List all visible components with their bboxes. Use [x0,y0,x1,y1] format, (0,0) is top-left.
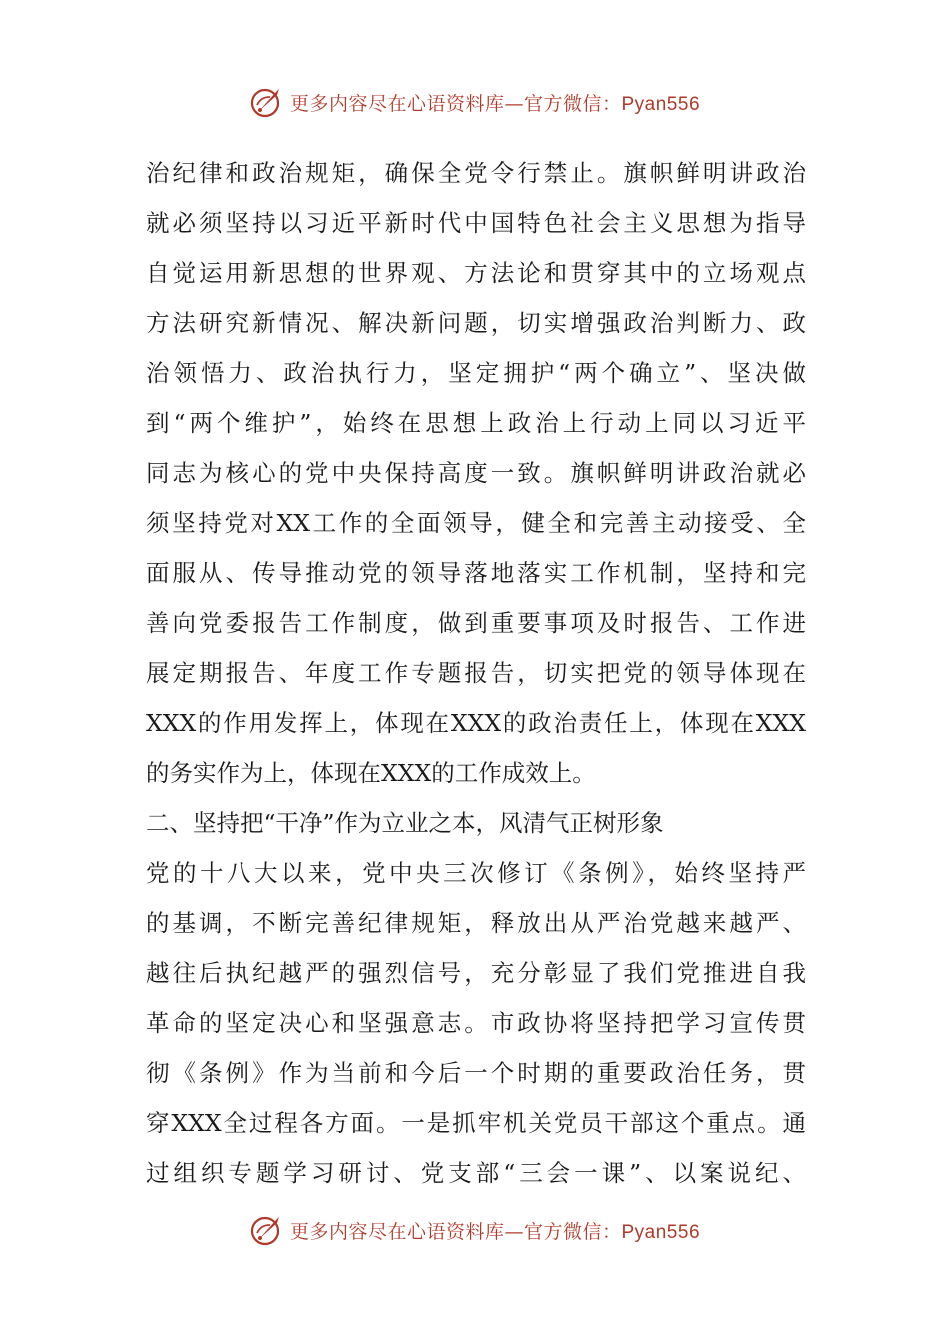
section-line: 的基调，不断完善纪律规矩，释放出从严治党越来越严、 [146,909,806,937]
footer-watermark [0,1210,950,1250]
document-body [146,148,806,1198]
header-watermark [0,82,950,122]
body-line: 的务实作为上，体现在XXX的工作成效上。 [146,759,596,787]
watermark-handle: Pyan556 [621,1221,701,1243]
body-line: 须坚持党对XX工作的全面领导，健全和完善主动接受、全 [146,509,806,537]
body-line: 自觉运用新思想的世界观、方法论和贯穿其中的立场观点 [146,259,806,287]
section-line: 党的十八大以来，党中央三次修订《条例》，始终坚持严 [146,859,806,887]
body-line: 治领悟力、政治执行力，坚定拥护“两个确立”、坚决做 [146,359,806,387]
quill-seal-logo-icon [250,85,284,119]
section-line: 穿XXX全过程各方面。一是抓牢机关党员干部这个重点。通 [146,1109,806,1137]
watermark-handle: Pyan556 [621,93,701,115]
body-line: 就必须坚持以习近平新时代中国特色社会主义思想为指导 [146,209,806,237]
body-line: 方法研究新情况、解决新问题，切实增强政治判断力、政 [146,309,806,337]
body-line: 善向党委报告工作制度，做到重要事项及时报告、工作进 [146,609,806,637]
section-line: 革命的坚定决心和坚强意志。市政协将坚持把学习宣传贯 [146,1009,806,1037]
section-heading: 二、坚持把“干净”作为立业之本，风清气正树形象 [146,809,664,837]
section-line: 彻《条例》作为当前和今后一个时期的重要政治任务，贯 [146,1059,806,1087]
body-line: 展定期报告、年度工作专题报告，切实把党的领导体现在 [146,659,806,687]
body-line: 面服从、传导推动党的领导落地落实工作机制，坚持和完 [146,559,806,587]
section-line: 过组织专题学习研讨、党支部“三会一课”、以案说纪、 [146,1159,806,1187]
section-line: 越往后执纪越严的强烈信号，充分彰显了我们党推进自我 [146,959,806,987]
body-line: XXX的作用发挥上，体现在XXX的政治责任上，体现在XXX [146,709,806,737]
body-line: 到“两个维护”，始终在思想上政治上行动上同以习近平 [146,409,806,437]
body-line: 治纪律和政治规矩，确保全党令行禁止。旗帜鲜明讲政治 [146,159,806,187]
watermark-text: 更多内容尽在心语资料库—官方微信：Pyan556 [289,1220,701,1243]
watermark-text: 更多内容尽在心语资料库—官方微信：Pyan556 [289,92,701,115]
body-line: 同志为核心的党中央保持高度一致。旗帜鲜明讲政治就必 [146,459,806,487]
quill-seal-logo-icon [250,1213,284,1247]
